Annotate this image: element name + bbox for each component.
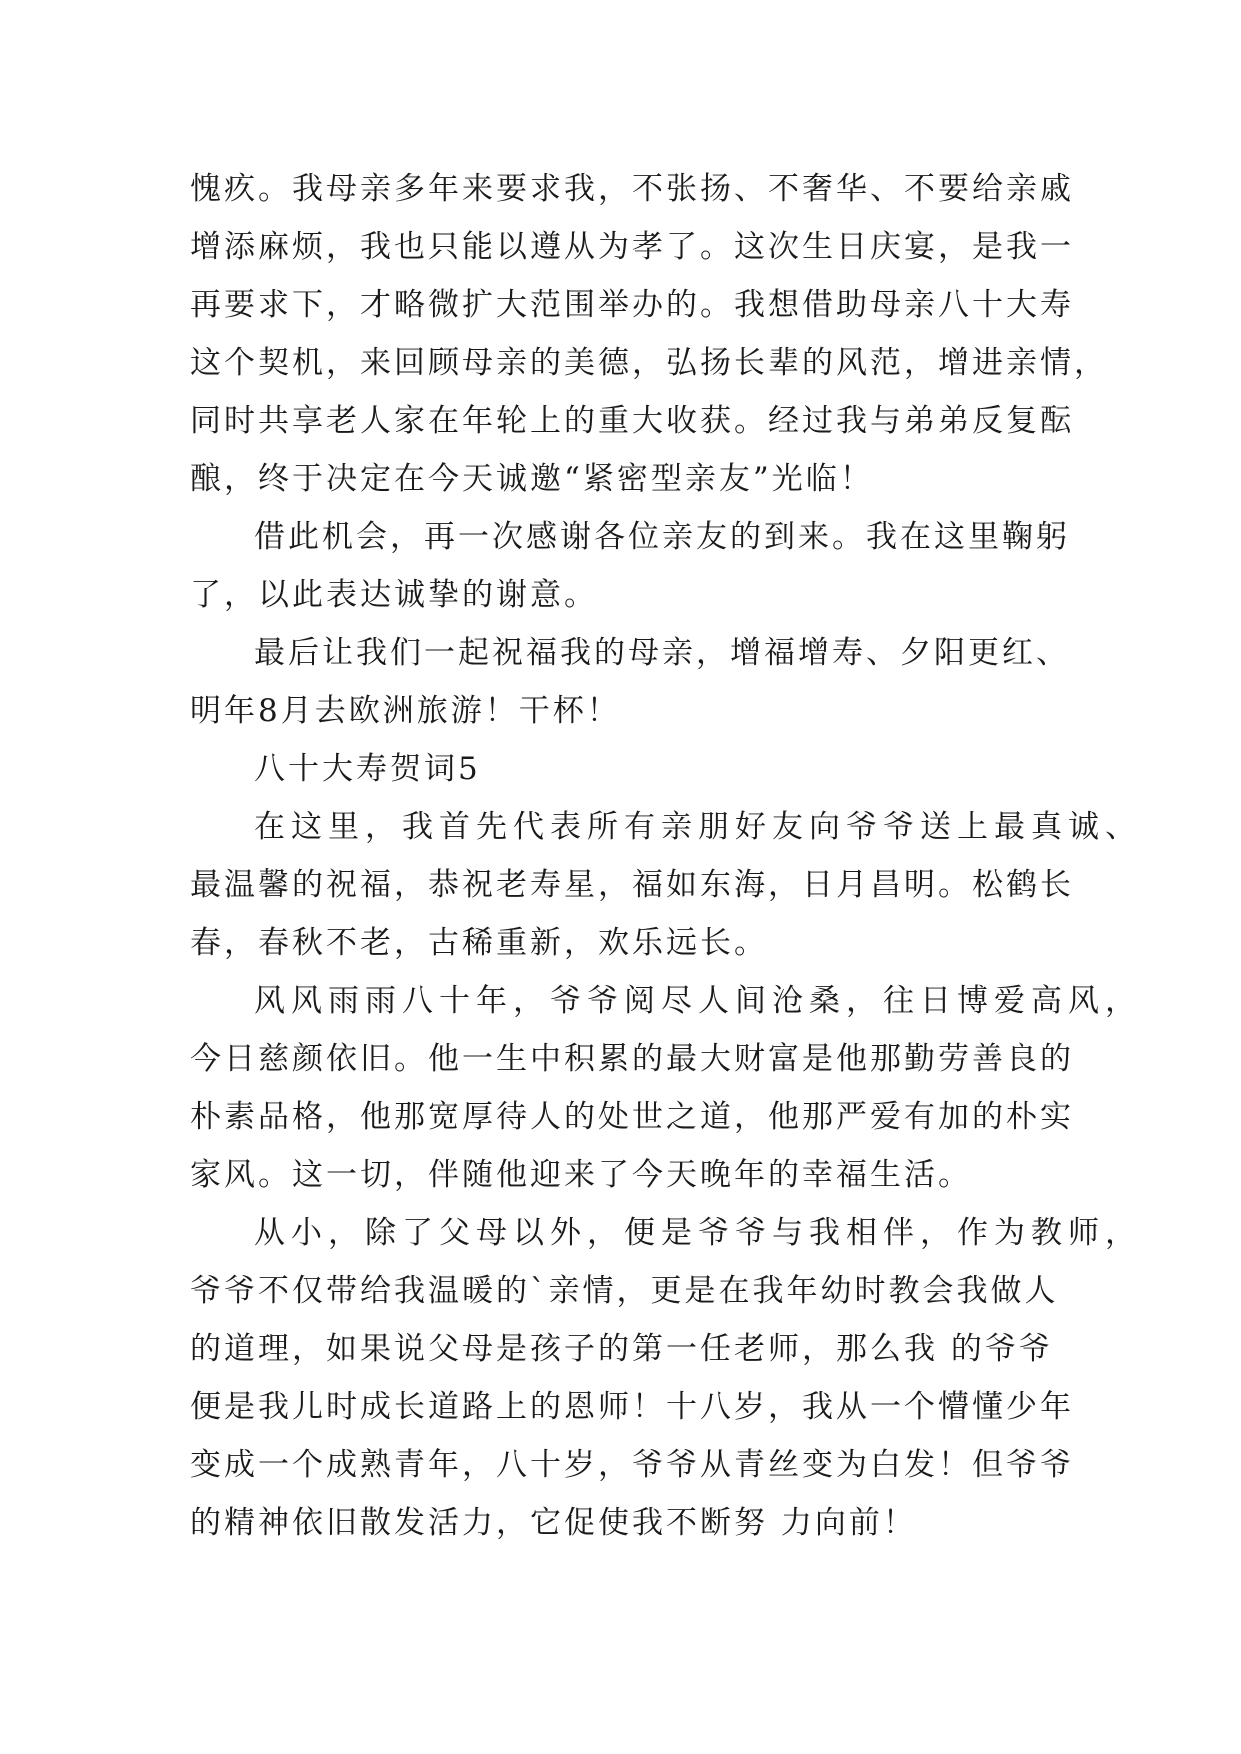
text-line: 爷爷不仅带给我温暖的`亲情，更是在我年幼时教会我做人 — [190, 1273, 1059, 1309]
text-line: 增添麻烦，我也只能以遵从为孝了。这次生日庆宴，是我一 — [190, 229, 1074, 265]
paragraph-first-line: 借此机会，再一次感谢各位亲友的到来。我在这里鞠躬 — [254, 519, 1070, 555]
text-line: 再要求下，才略微扩大范围举办的。我想借助母亲八十大寿 — [190, 287, 1074, 323]
text-line: 愧疚。我母亲多年来要求我，不张扬、不奢华、不要给亲戚 — [190, 171, 1074, 207]
text-line: 了，以此表达诚挚的谢意。 — [190, 577, 598, 613]
paragraph-first-line: 最后让我们一起祝福我的母亲，增福增寿、夕阳更红、 — [254, 635, 1070, 671]
text-line: 变成一个成熟青年，八十岁，爷爷从青丝变为白发！但爷爷 — [190, 1447, 1074, 1483]
text-line: 便是我儿时成长道路上的恩师！十八岁，我从一个懵懂少年 — [190, 1389, 1074, 1425]
paragraph-first-line: 在这里，我首先代表所有亲朋好友向爷爷送上最真诚、 — [254, 809, 1142, 845]
text-line: 的精神依旧散发活力，它促使我不断努 力向前！ — [190, 1505, 917, 1541]
text-line: 春，春秋不老，古稀重新，欢乐远长。 — [190, 925, 768, 961]
document-body — [190, 160, 1142, 1552]
text-line: 最温馨的祝福，恭祝老寿星，福如东海，日月昌明。松鹤长 — [190, 867, 1074, 903]
text-line: 这个契机，来回顾母亲的美德，弘扬长辈的风范，增进亲情， — [190, 345, 1108, 381]
text-line: 今日慈颜依旧。他一生中积累的最大财富是他那勤劳善良的 — [190, 1041, 1074, 1077]
text-line: 的道理，如果说父母是孩子的第一任老师，那么我 的爷爷 — [190, 1331, 1053, 1367]
paragraph-first-line: 从小，除了父母以外，便是爷爷与我相伴，作为教师， — [254, 1215, 1142, 1251]
text-line: 家风。这一切，伴随他迎来了今天晚年的幸福生活。 — [190, 1157, 972, 1193]
text-line: 同时共享老人家在年轮上的重大收获。经过我与弟弟反复酝 — [190, 403, 1074, 439]
text-line: 明年8月去欧洲旅游！干杯！ — [190, 693, 621, 729]
text-line: 酿，终于决定在今天诚邀“紧密型亲友”光临！ — [190, 461, 874, 497]
text-line: 朴素品格，他那宽厚待人的处世之道，他那严爱有加的朴实 — [190, 1099, 1074, 1135]
section-heading: 八十大寿贺词5 — [254, 751, 481, 787]
paragraph-first-line: 风风雨雨八十年，爷爷阅尽人间沧桑，往日博爱高风， — [254, 983, 1142, 1019]
